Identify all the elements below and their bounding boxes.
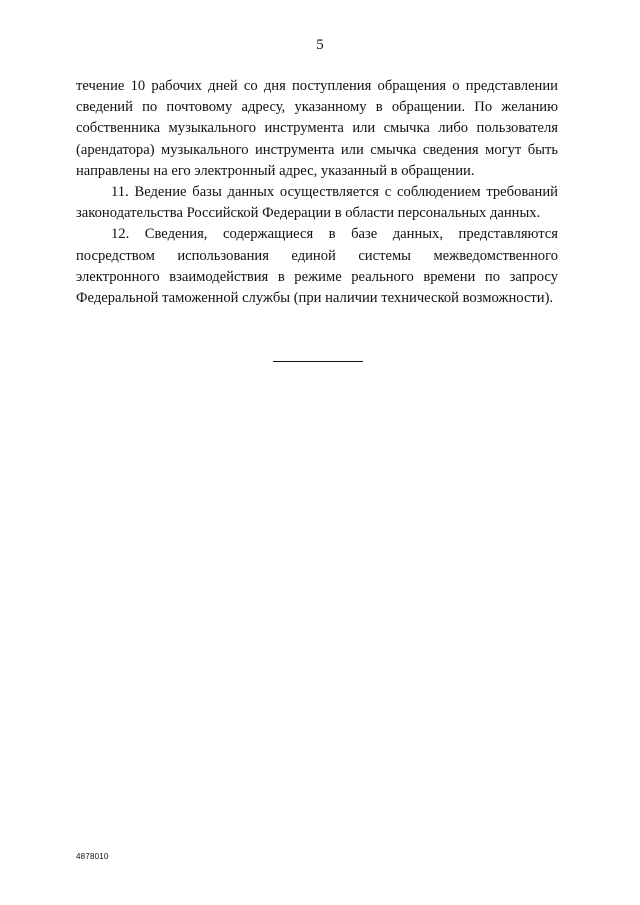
paragraph-item-11: 11. Ведение базы данных осуществляется с соблюдением требований законодательства Российской Федерации в области персональных данных. [76, 184, 558, 222]
document-code: 4878010 [76, 852, 109, 861]
paragraph-item-12: 12. Сведения, содержащиеся в базе данных, представляются посредством использования единой системы межведомственного электронного взаимодействия в режиме реального времени по запросу Федеральной таможенной службы (при наличии технической возможности). [76, 226, 558, 307]
document-body [76, 76, 558, 309]
page-number: 5 [316, 37, 324, 53]
end-of-document-rule [273, 361, 363, 362]
paragraph-continuation: течение 10 рабочих дней со дня поступления обращения о представлении сведений по почтовому адресу, указанному в обращении. По желанию собственника музыкального инструмента или смычка либо пользователя (арендатора) музыкального инструмента или смычка сведения могут быть направлены на его электронный адрес, указанный в обращении. [76, 78, 558, 179]
